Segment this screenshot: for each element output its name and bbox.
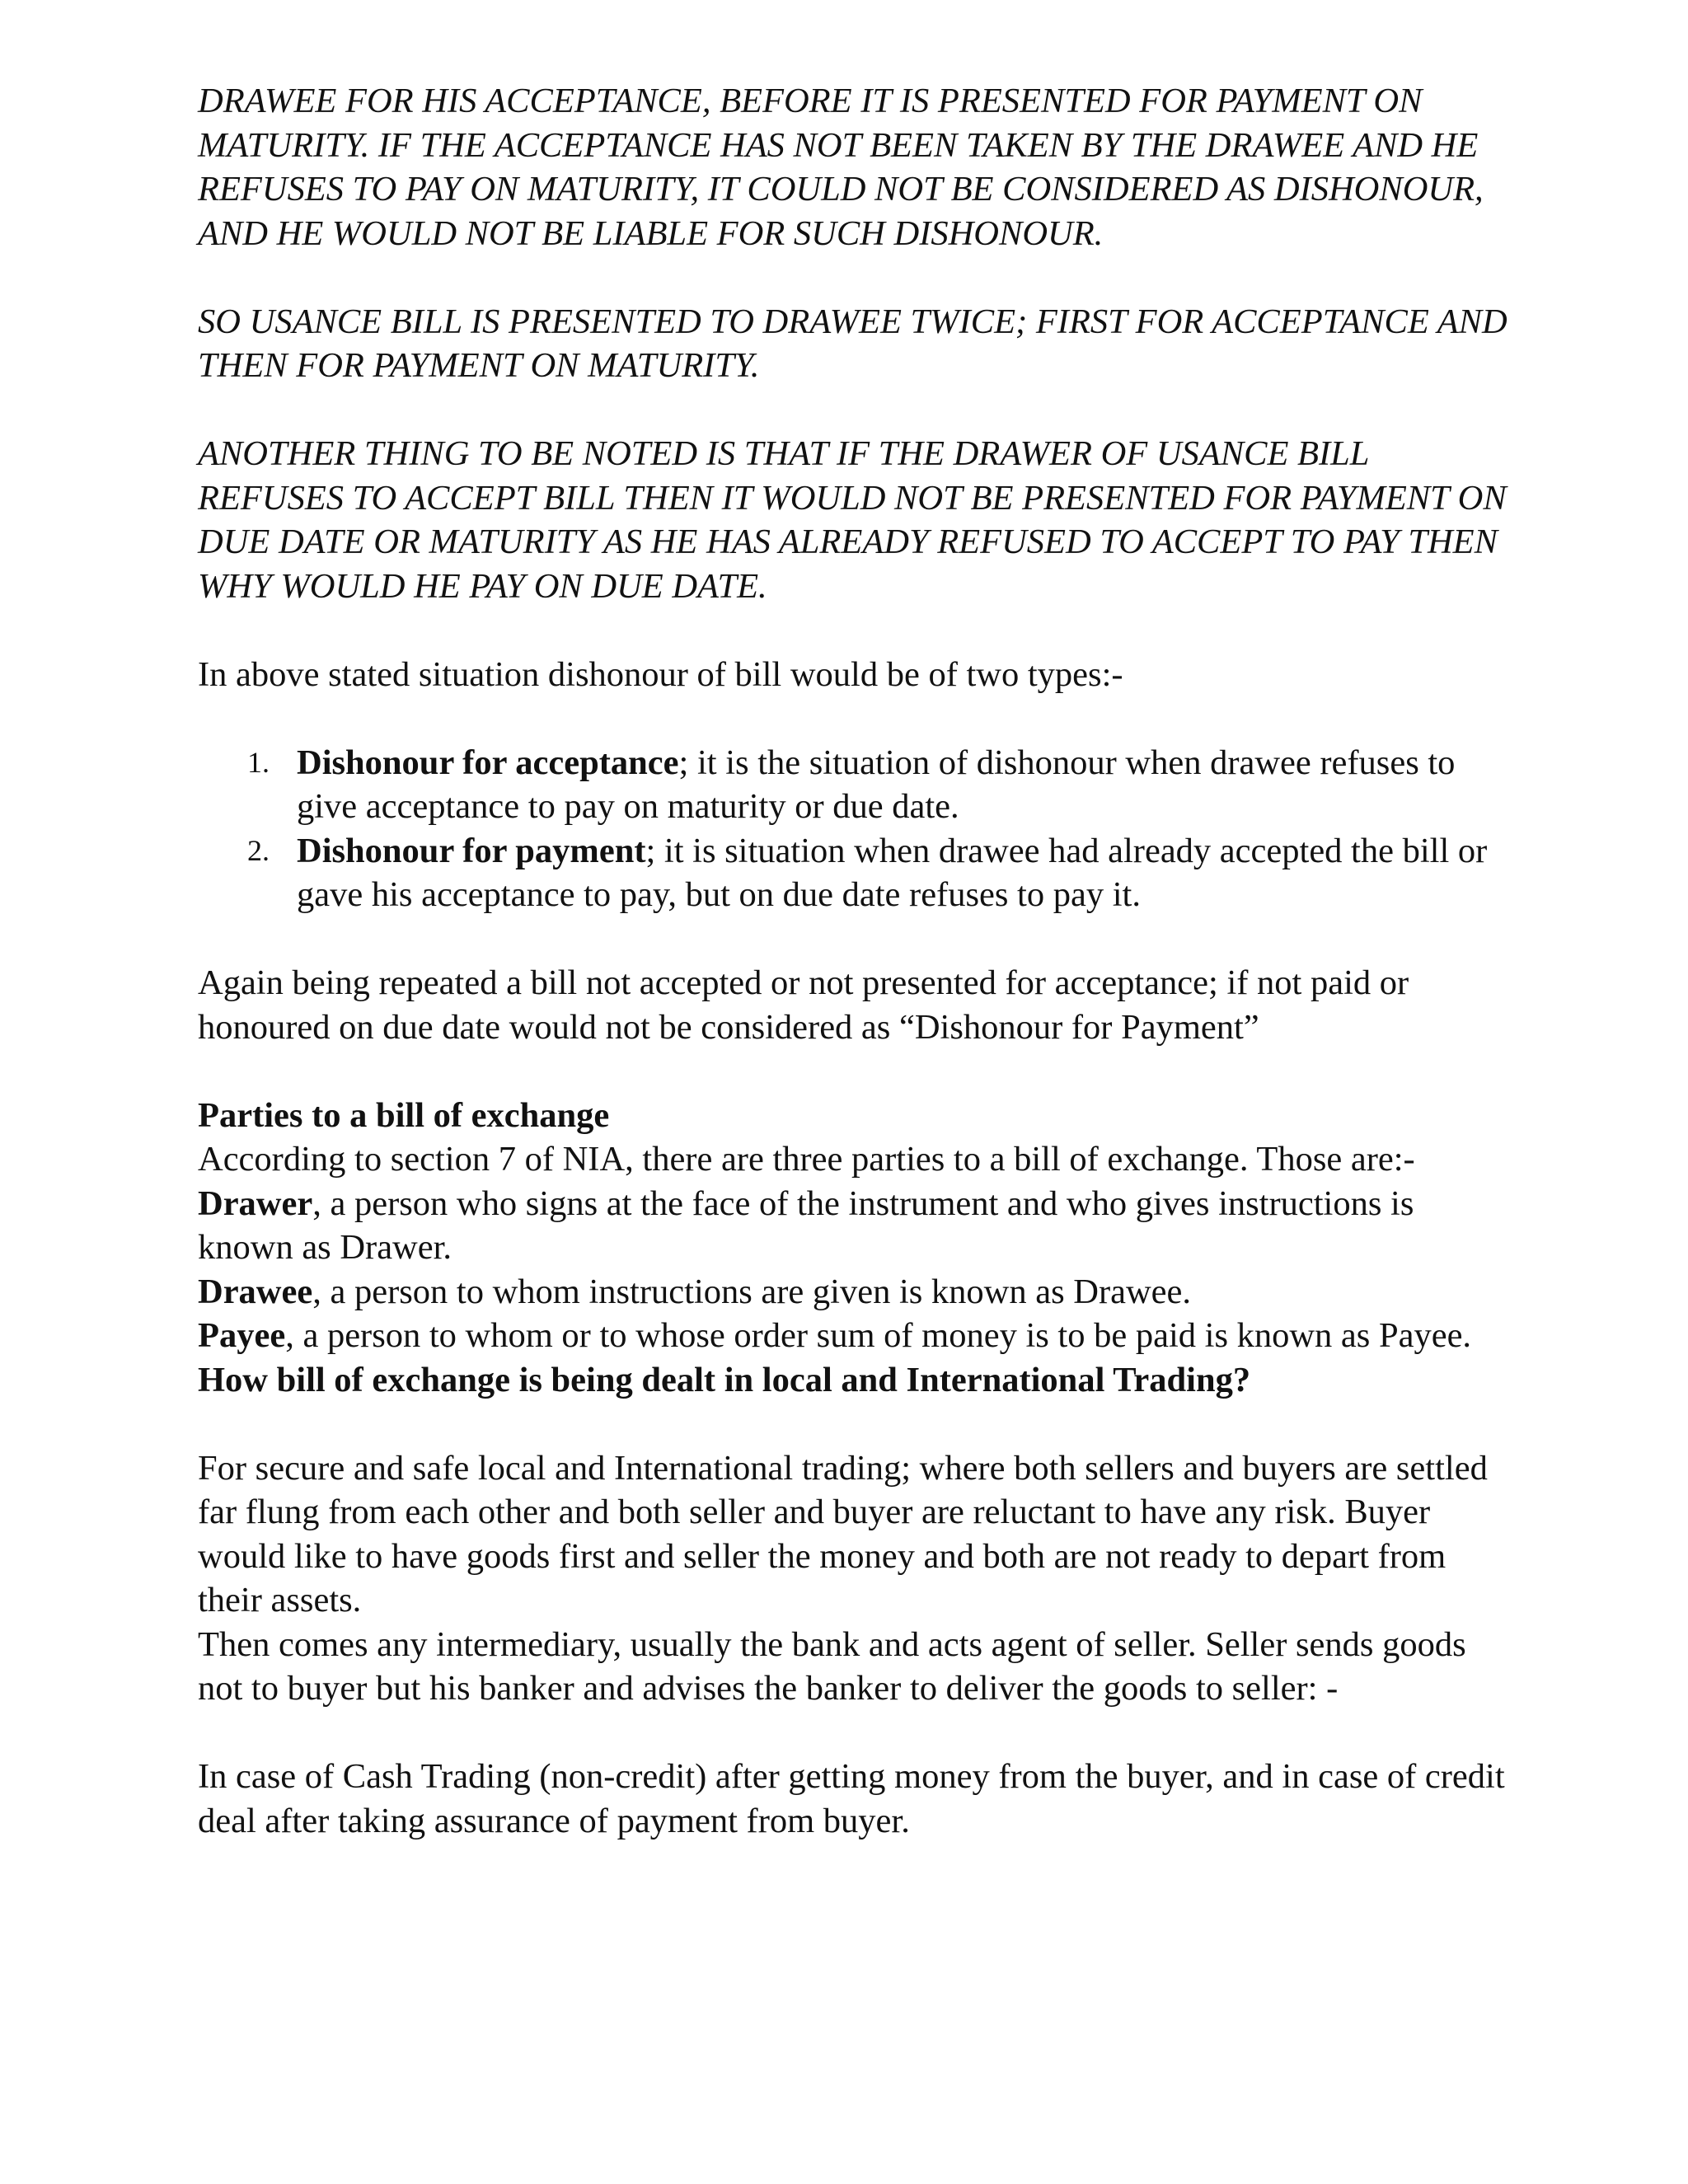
list-number: 2. [247,833,270,867]
dishonour-types-list [198,741,1508,917]
document-page [198,79,1508,1843]
list-term: Dishonour for payment [297,831,646,870]
trading-paragraph-1: For secure and safe local and International trading; where both sellers and buyers are settled far flung from each other and both seller and buyer are reluctant to have any risk. Buyer would like to have goods first and seller the money and both are not ready to depart from their assets. [198,1448,1488,1619]
party-text: , a person to whom or to whose order sum of money is to be paid is known as Payee. [285,1316,1472,1355]
trading-paragraph-3: In case of Cash Trading (non-credit) after getting money from the buyer, and in case of credit deal after taking assurance of payment from buyer. [198,1757,1505,1840]
party-drawee [198,1270,1508,1315]
list-item [247,741,1508,829]
party-term: Payee [198,1316,286,1355]
party-term: Drawee [198,1272,313,1311]
list-number: 1. [247,745,270,779]
party-text: , a person who signs at the face of the instrument and who gives instructions is known as Drawer. [198,1183,1414,1267]
spacer [198,917,1508,962]
spacer [198,696,1508,741]
party-drawer [198,1182,1508,1270]
list-item [247,829,1508,917]
parties-heading: Parties to a bill of exchange [198,1095,610,1135]
spacer [198,1402,1508,1446]
intro-italic-paragraph-2: SO USANCE BILL IS PRESENTED TO DRAWEE TWICE; FIRST FOR ACCEPTANCE AND THEN FOR PAYMENT ON MATURITY. [198,302,1507,385]
spacer [198,388,1508,433]
parties-intro: According to section 7 of NIA, there are three parties to a bill of exchange. Those are:- [198,1140,1415,1179]
list-term: Dishonour for acceptance [297,743,679,782]
intro-italic-paragraph-1: DRAWEE FOR HIS ACCEPTANCE, BEFORE IT IS PRESENTED FOR PAYMENT ON MATURITY. IF THE ACCEPTANCE HAS NOT BEEN TAKEN BY THE DRAWEE AND HE REFUSES TO PAY ON MATURITY, IT COULD NOT BE CONSIDERED AS DISHONOUR, AND HE WOULD NOT BE LIABLE FOR SUCH DISHONOUR. [198,82,1484,253]
spacer [198,1049,1508,1094]
list-text: ; it is situation when drawee had already accepted the bill or gave his acceptance to pay, but on due date refuses to pay it. [297,831,1488,914]
dishonour-types-intro: In above stated situation dishonour of bill would be of two types:- [198,654,1123,694]
party-payee [198,1314,1508,1358]
spacer [198,255,1508,300]
party-text: , a person to whom instructions are given is known as Drawee. [312,1272,1192,1311]
list-text: ; it is the situation of dishonour when drawee refuses to give acceptance to pay on maturity or due date. [297,743,1456,826]
trading-paragraph-2: Then comes any intermediary, usually the bank and acts agent of seller. Seller sends goods not to buyer but his banker and advises the banker to deliver the goods to seller: - [198,1624,1466,1708]
spacer [198,1711,1508,1755]
spacer [198,608,1508,653]
party-term: Drawer [198,1183,313,1223]
trading-heading: How bill of exchange is being dealt in local and International Trading? [198,1360,1251,1399]
intro-italic-paragraph-3: ANOTHER THING TO BE NOTED IS THAT IF THE DRAWER OF USANCE BILL REFUSES TO ACCEPT BILL THEN IT WOULD NOT BE PRESENTED FOR PAYMENT ON DUE DATE OR MATURITY AS HE HAS ALREADY REFUSED TO ACCEPT TO PAY THEN WHY WOULD HE PAY ON DUE DATE. [198,434,1507,606]
repeat-note-paragraph: Again being repeated a bill not accepted or not presented for acceptance; if not paid or honoured on due date would not be considered as “Dishonour for Payment” [198,963,1409,1047]
